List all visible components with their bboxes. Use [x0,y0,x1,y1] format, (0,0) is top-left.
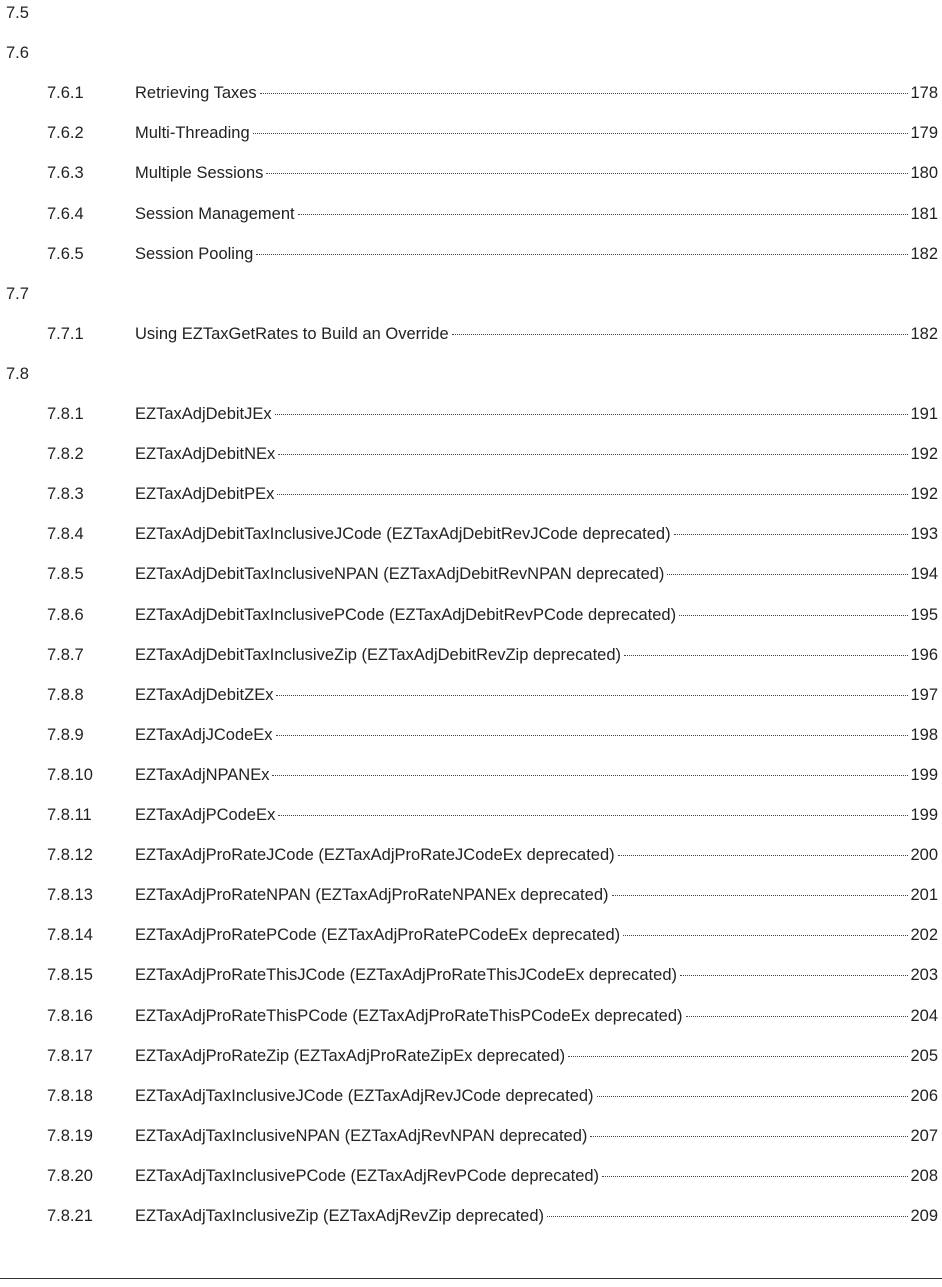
toc-entry-page-number[interactable]: 192 [910,485,938,503]
toc-entry-line [135,120,938,146]
toc-entry-title[interactable]: EZTaxAdjDebitTaxInclusiveZip (EZTaxAdjDebitRevZip deprecated) [135,646,622,664]
toc-entry-page-number[interactable]: 199 [910,766,938,784]
toc-entry-number: 7.8.16 [47,1007,93,1025]
dot-leader [568,1056,908,1057]
toc-entry-number: 7.8.11 [47,806,92,824]
toc-entry-page-number[interactable]: 179 [910,124,938,142]
toc-entry-number: 7.8.13 [47,886,93,904]
dot-leader [590,1136,908,1137]
toc-entry-page-number[interactable]: 207 [910,1127,938,1145]
dot-leader [612,895,909,896]
toc-entry-line [135,1043,938,1069]
dot-leader [278,454,908,455]
toc-entry[interactable] [0,120,942,146]
toc-entry-number: 7.8.1 [47,405,84,423]
toc-entry[interactable] [0,962,942,988]
toc-entry-line [135,1123,938,1149]
toc-entry-title[interactable]: EZTaxAdjProRateNPAN (EZTaxAdjProRateNPANEx deprecated) [135,886,609,904]
toc-entry-number: 7.7.1 [47,325,84,343]
toc-entry-number: 7.5 [6,4,29,22]
toc-entry-page-number[interactable]: 182 [910,325,938,343]
dot-leader [278,815,908,816]
toc-entry-title[interactable]: Session Management [135,205,295,223]
toc-entry-title[interactable]: EZTaxAdjProRatePCode (EZTaxAdjProRatePCodeEx deprecated) [135,926,621,944]
toc-entry-number: 7.6.1 [47,84,84,102]
toc-entry-line [135,481,938,507]
dot-leader [452,334,909,335]
toc-entry-page-number[interactable]: 181 [910,205,938,223]
toc-entry[interactable] [0,321,942,347]
dot-leader [618,855,909,856]
toc-entry-line [135,882,938,908]
toc-entry-number: 7.8.7 [47,646,84,664]
toc-entry-line [135,1203,938,1229]
toc-section-heading [0,40,942,66]
dot-leader [680,975,908,976]
toc-entry-page-number[interactable]: 200 [910,846,938,864]
toc-entry-page-number[interactable]: 195 [910,606,938,624]
toc-entry-number: 7.8.3 [47,485,84,503]
toc-entry-line [135,1163,938,1189]
toc-entry-title[interactable]: EZTaxAdjTaxInclusiveZip (EZTaxAdjRevZip deprecated) [135,1207,544,1225]
toc-entry-line [135,441,938,467]
toc-entry-page-number[interactable]: 194 [910,565,938,583]
toc-entry-number: 7.8.20 [47,1167,93,1185]
toc-entry-number: 7.8.14 [47,926,93,944]
dot-leader [298,214,909,215]
toc-entry-number: 7.6.2 [47,124,84,142]
toc-entry-number: 7.8.17 [47,1047,93,1065]
toc-entry-title[interactable]: EZTaxAdjDebitJEx [135,405,272,423]
dot-leader [266,173,908,174]
toc-entry-number: 7.8.6 [47,606,84,624]
toc-entry-page-number[interactable]: 208 [910,1167,938,1185]
toc-section-heading [0,0,942,26]
toc-section-heading [0,361,942,387]
toc-entry-title[interactable]: EZTaxAdjPCodeEx [135,806,276,824]
toc-entry-number: 7.6 [6,44,29,62]
toc-entry-page-number[interactable]: 182 [910,245,938,263]
toc-entry-number: 7.8.2 [47,445,84,463]
toc-entry-line [135,602,938,628]
toc-entry-line [135,521,938,547]
toc-entry[interactable] [0,241,942,267]
toc-entry-number: 7.6.3 [47,164,84,182]
dot-leader [277,494,908,495]
toc-entry-title[interactable]: Multiple Sessions [135,164,264,182]
toc-entry-line [135,642,938,668]
toc-entry-title[interactable]: EZTaxAdjProRateZip (EZTaxAdjProRateZipEx deprecated) [135,1047,566,1065]
toc-entry[interactable] [0,1163,942,1189]
toc-entry[interactable] [0,160,942,186]
toc-entry[interactable] [0,682,942,708]
toc-entry-title[interactable]: EZTaxAdjNPANEx [135,766,270,784]
toc-entry-page-number[interactable]: 196 [910,646,938,664]
toc-entry-title[interactable]: EZTaxAdjDebitNEx [135,445,276,463]
toc-entry-page-number[interactable]: 206 [910,1087,938,1105]
dot-leader [260,93,909,94]
toc-entry-number: 7.6.4 [47,205,84,223]
toc-entry-title[interactable]: EZTaxAdjDebitTaxInclusiveJCode (EZTaxAdjDebitRevJCode deprecated) [135,525,671,543]
toc-entry-page-number[interactable]: 204 [910,1007,938,1025]
toc-entry[interactable] [0,80,942,106]
toc-entry-number: 7.8.18 [47,1087,93,1105]
toc-entry-page-number[interactable]: 205 [910,1047,938,1065]
toc-entry-line [135,682,938,708]
toc-entry[interactable] [0,1043,942,1069]
toc-entry-line [135,1083,938,1109]
toc-entry-number: 7.8.5 [47,565,84,583]
dot-leader [667,574,908,575]
dot-leader [679,615,908,616]
dot-leader [547,1216,908,1217]
toc-entry[interactable] [0,802,942,828]
toc-entry[interactable] [0,1123,942,1149]
toc-entry-number: 7.8.21 [47,1207,93,1225]
toc-entry-line [135,802,938,828]
toc-entry-title[interactable]: EZTaxAdjTaxInclusiveJCode (EZTaxAdjRevJCode deprecated) [135,1087,594,1105]
toc-entry-number: 7.6.5 [47,245,84,263]
toc-entry[interactable] [0,521,942,547]
toc-entry[interactable] [0,922,942,948]
toc-entry-title[interactable]: Multi-Threading [135,124,250,142]
toc-entry-page-number[interactable]: 192 [910,445,938,463]
toc-entry-title[interactable]: Using EZTaxGetRates to Build an Override [135,325,449,343]
dot-leader [674,534,909,535]
dot-leader [253,133,909,134]
toc-entry-page-number[interactable]: 178 [910,84,938,102]
toc-entry-line [135,561,938,587]
toc-entry-title[interactable]: EZTaxAdjJCodeEx [135,726,273,744]
toc-entry[interactable] [0,642,942,668]
dot-leader [623,935,908,936]
toc-entry-title[interactable]: EZTaxAdjDebitTaxInclusiveNPAN (EZTaxAdjDebitRevNPAN deprecated) [135,565,665,583]
toc-entry[interactable] [0,762,942,788]
toc-entry[interactable] [0,561,942,587]
toc-entry-line [135,321,938,347]
toc-entry-number: 7.8 [6,365,29,383]
toc-entry-number: 7.7 [6,285,29,303]
toc-entry-page-number[interactable]: 197 [910,686,938,704]
toc-entry-line [135,80,938,106]
toc-entry-title[interactable]: EZTaxAdjDebitPEx [135,485,275,503]
toc-entry[interactable] [0,722,942,748]
toc-entry[interactable] [0,1083,942,1109]
toc-entry[interactable] [0,201,942,227]
toc-entry-line [135,401,938,427]
dot-leader [276,695,908,696]
toc-entry[interactable] [0,842,942,868]
toc-entry-number: 7.8.15 [47,966,93,984]
toc-entry-line [135,762,938,788]
toc-entry-title[interactable]: EZTaxAdjTaxInclusivePCode (EZTaxAdjRevPCode deprecated) [135,1167,600,1185]
toc-entry[interactable] [0,1003,942,1029]
toc-entry-number: 7.8.4 [47,525,84,543]
toc-entry-page-number[interactable]: 191 [910,405,938,423]
toc-entry-page-number[interactable]: 201 [910,886,938,904]
footer-rule [0,1278,942,1279]
dot-leader [686,1016,909,1017]
toc-entry-page-number[interactable]: 202 [910,926,938,944]
toc-entry[interactable] [0,882,942,908]
toc-entry-page-number[interactable]: 209 [910,1207,938,1225]
toc-entry-title[interactable]: EZTaxAdjProRateThisJCode (EZTaxAdjProRateThisJCodeEx deprecated) [135,966,677,984]
toc-entry-number: 7.8.8 [47,686,84,704]
toc-entry-line [135,922,938,948]
toc-entry-title[interactable]: Retrieving Taxes [135,84,257,102]
dot-leader [275,414,909,415]
toc-entry-title[interactable]: Session Pooling [135,245,254,263]
toc-entry-number: 7.8.12 [47,846,93,864]
toc-entry-number: 7.8.9 [47,726,84,744]
toc-entry-title[interactable]: EZTaxAdjDebitTaxInclusivePCode (EZTaxAdjDebitRevPCode deprecated) [135,606,677,624]
toc-entry-line [135,1003,938,1029]
toc-entry-title[interactable]: EZTaxAdjProRateThisPCode (EZTaxAdjProRateThisPCodeEx deprecated) [135,1007,683,1025]
dot-leader [256,254,908,255]
toc-entry-title[interactable]: EZTaxAdjDebitZEx [135,686,274,704]
toc-entry-line [135,722,938,748]
toc-entry-title[interactable]: EZTaxAdjTaxInclusiveNPAN (EZTaxAdjRevNPAN deprecated) [135,1127,588,1145]
toc-entry-line [135,842,938,868]
toc-entry[interactable] [0,401,942,427]
toc-entry-number: 7.8.10 [47,766,93,784]
toc-entry-line [135,201,938,227]
dot-leader [602,1176,908,1177]
toc-entry-page-number[interactable]: 203 [910,966,938,984]
dot-leader [276,735,909,736]
dot-leader [624,655,908,656]
toc-entry-line [135,160,938,186]
toc-entry-page-number[interactable]: 180 [910,164,938,182]
toc-entry-number: 7.8.19 [47,1127,93,1145]
toc-entry-page-number[interactable]: 193 [910,525,938,543]
toc-entry-line [135,241,938,267]
toc-entry-page-number[interactable]: 198 [910,726,938,744]
toc-entry-line [135,962,938,988]
dot-leader [272,775,908,776]
dot-leader [597,1096,909,1097]
toc-entry-title[interactable]: EZTaxAdjProRateJCode (EZTaxAdjProRateJCodeEx deprecated) [135,846,615,864]
toc-entry[interactable] [0,481,942,507]
toc-entry-page-number[interactable]: 199 [910,806,938,824]
toc-entry[interactable] [0,1203,942,1229]
toc-entry[interactable] [0,602,942,628]
toc-entry[interactable] [0,441,942,467]
toc-section-heading [0,281,942,307]
